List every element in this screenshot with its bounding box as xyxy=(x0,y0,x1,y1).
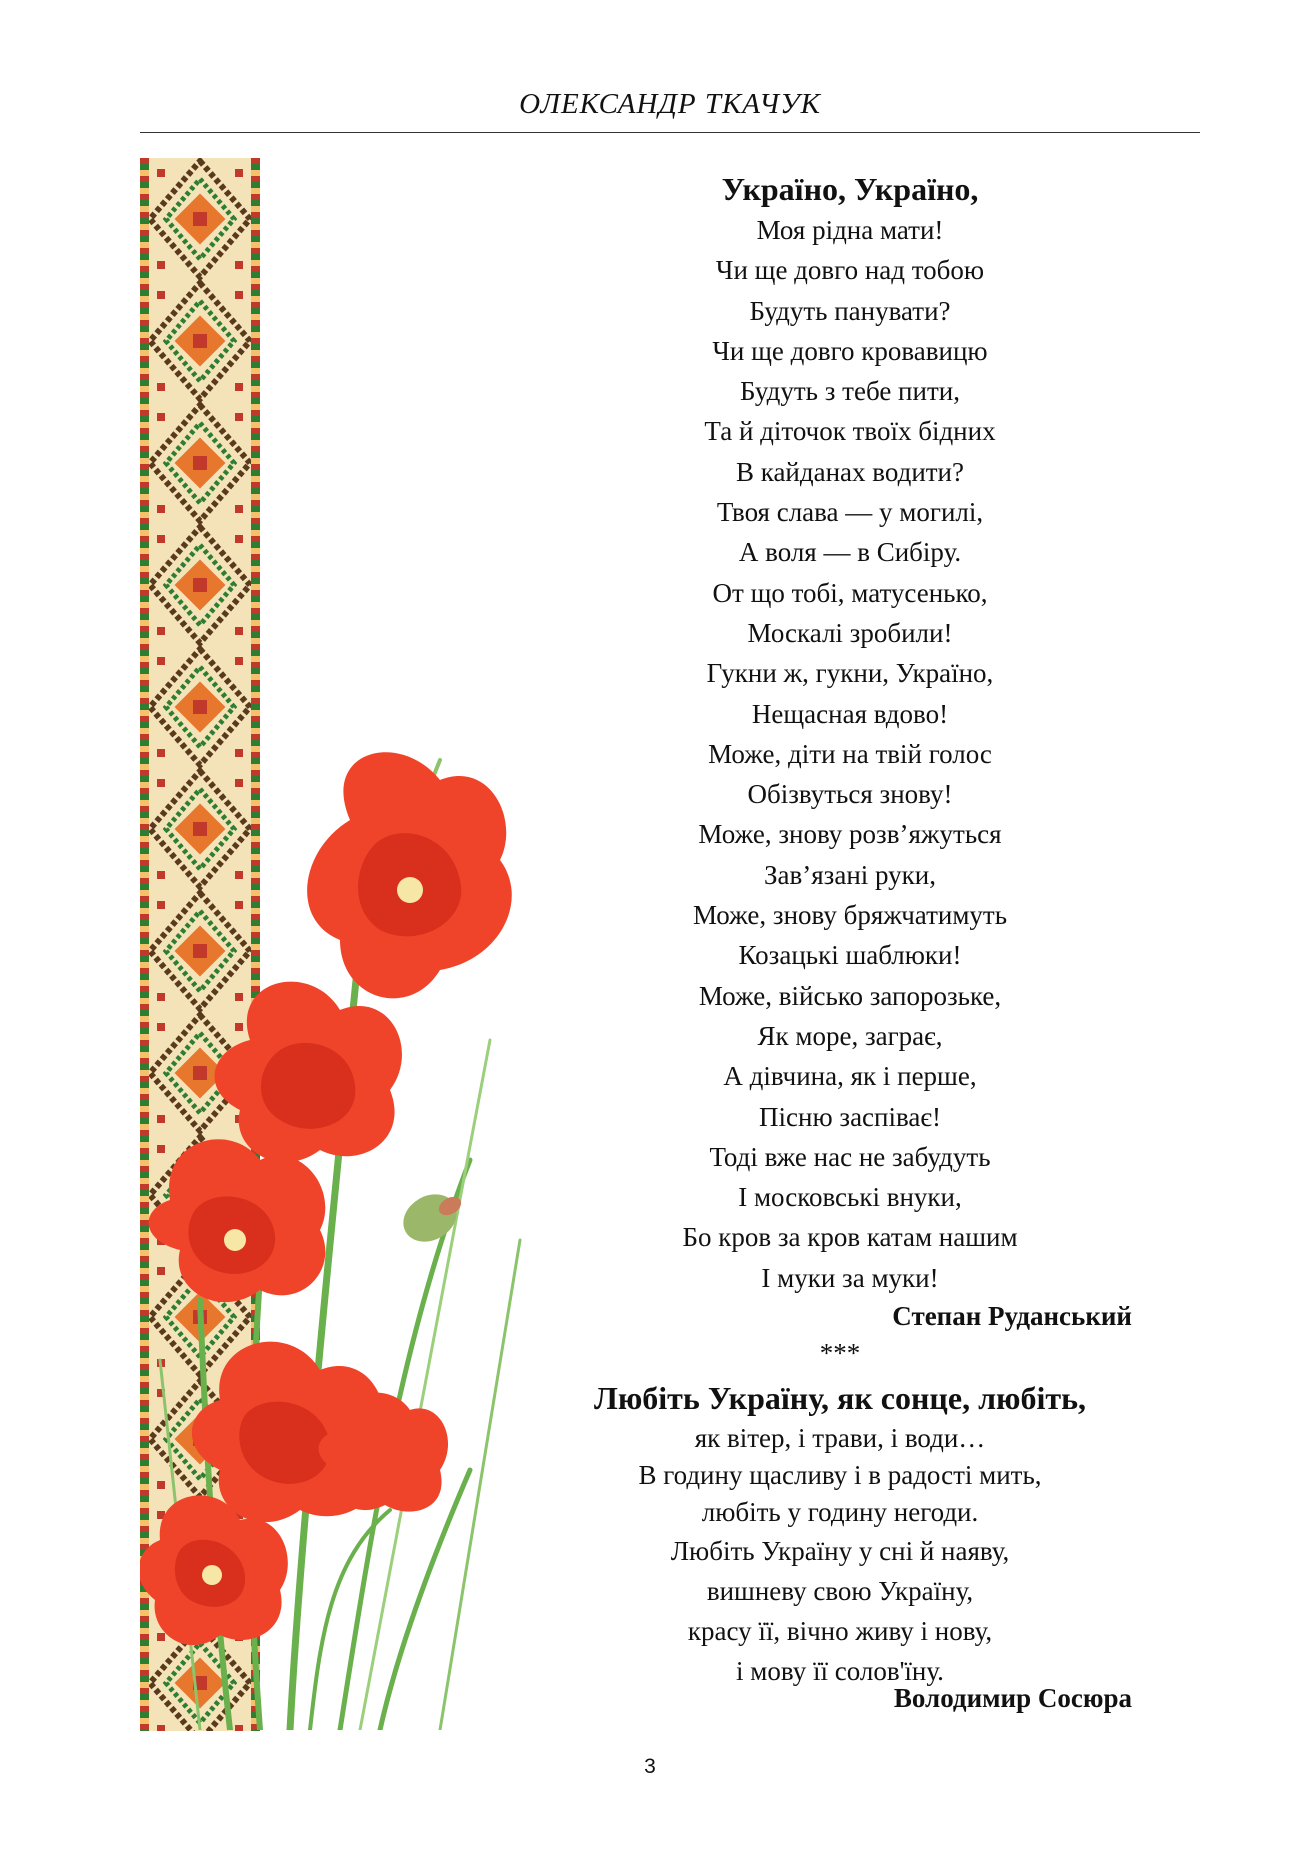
ornament-motif-center xyxy=(193,212,207,226)
poppy-flower xyxy=(149,1139,326,1302)
poem-1 xyxy=(560,168,1140,1298)
poem-line: Чи ще довго над тобою xyxy=(715,255,985,286)
ornament-stitch xyxy=(235,657,243,665)
ornament-stitch xyxy=(235,291,243,299)
ornament-stitch xyxy=(157,383,165,391)
ornament-stitch xyxy=(235,505,243,513)
poem-line: Може, знову бряжчатимуть xyxy=(692,900,1008,931)
ornament-stitch xyxy=(235,169,243,177)
poppy-stem xyxy=(310,1510,390,1730)
poem-line: любіть у годину негоди. xyxy=(701,1497,979,1527)
poem-line: Тоді вже нас не забудуть xyxy=(709,1141,991,1172)
poem-line: Може, військо запорозьке, xyxy=(698,980,1002,1011)
poem-line: Пісню заспіває! xyxy=(759,1101,941,1132)
poem-2-author: Володимир Сосюра xyxy=(893,1683,1132,1713)
ornament-stitch xyxy=(235,535,243,543)
ornament-stitch xyxy=(157,261,165,269)
ornament-stitch xyxy=(157,627,165,635)
ornament-motif-center xyxy=(193,456,207,470)
poem-1-author: Степан Руданський xyxy=(892,1301,1132,1331)
ornament-stitch xyxy=(157,657,165,665)
poppy-flower xyxy=(215,982,402,1163)
ornament-stitch xyxy=(235,627,243,635)
ornament-stitch xyxy=(157,413,165,421)
poem-line: Будуть панувати? xyxy=(749,295,951,326)
poem-line: як вітер, і трави, і води… xyxy=(694,1423,986,1453)
ornament-stitch xyxy=(235,383,243,391)
poppies-illustration xyxy=(140,740,540,1730)
poem-line: Нещасная вдово! xyxy=(751,698,949,729)
poem-line: Москалі зробили! xyxy=(747,617,953,648)
ornament-stitch xyxy=(157,291,165,299)
ornament-stitch xyxy=(157,535,165,543)
ornament-stitch xyxy=(157,169,165,177)
poem-line: А дівчина, як і перше, xyxy=(723,1061,977,1092)
poppy-stem xyxy=(380,1470,470,1730)
poem-2-title: Любіть Україну, як сонце, любіть, xyxy=(593,1380,1086,1416)
poem-line: Бо кров за кров катам нашим xyxy=(682,1222,1018,1253)
poem-line: красу її, вічно живу і нову, xyxy=(687,1616,993,1646)
poem-line: От що тобі, матусенько, xyxy=(712,577,988,608)
poem-line: Та й діточок твоїх бідних xyxy=(704,416,996,447)
ornament-motif-center xyxy=(193,334,207,348)
poem-line: Як море, заграє, xyxy=(757,1020,943,1051)
poem-line: Може, діти на твій голос xyxy=(708,738,992,769)
poem-line: вишневу свою Україну, xyxy=(706,1576,974,1606)
ornament-motif-center xyxy=(193,700,207,714)
poem-line: Гукни ж, гукни, Україно, xyxy=(706,658,994,689)
poem-line: В годину щасливу і в радості мить, xyxy=(638,1460,1042,1490)
section-separator: *** xyxy=(819,1338,861,1368)
poem-line: В кайданах водити? xyxy=(735,456,964,487)
poem-line: А воля — в Сибіру. xyxy=(738,537,962,568)
poem-1-title: Україно, Україно, xyxy=(721,171,979,207)
poem-line: Може, знову розв’яжуться xyxy=(698,819,1002,850)
running-header: ОЛЕКСАНДР ТКАЧУК xyxy=(519,88,821,120)
grass-blade xyxy=(440,1240,520,1730)
poem-line: І московські внуки, xyxy=(738,1182,962,1213)
poem-line: Любіть Україну у сні й наяву, xyxy=(670,1536,1010,1566)
ornament-stitch xyxy=(235,261,243,269)
header-divider xyxy=(140,132,1200,133)
poem-line: Козацькі шаблюки! xyxy=(738,940,962,971)
poem-line: Чи ще довго кровавицю xyxy=(712,335,988,366)
poem-line: Моя рідна мати! xyxy=(756,215,944,245)
page-number: 3 xyxy=(644,1755,656,1778)
poem-1-lines xyxy=(560,210,1140,1298)
poem-line: Обізвуться знову! xyxy=(747,779,953,810)
poppies-svg xyxy=(140,740,540,1730)
poem-line: і мову її солов'їну. xyxy=(736,1656,944,1686)
poem-line: І муки за муки! xyxy=(761,1262,939,1293)
poppy-flower xyxy=(307,752,512,998)
ornament-stitch xyxy=(235,413,243,421)
poem-line: Твоя слава — у могилі, xyxy=(716,497,984,528)
poem-line: Будуть з тебе пити, xyxy=(740,376,960,407)
poem-line: Зав’язані руки, xyxy=(764,859,936,890)
ornament-motif-center xyxy=(193,578,207,592)
ornament-stitch xyxy=(157,505,165,513)
poem-2 xyxy=(540,1376,1140,1691)
